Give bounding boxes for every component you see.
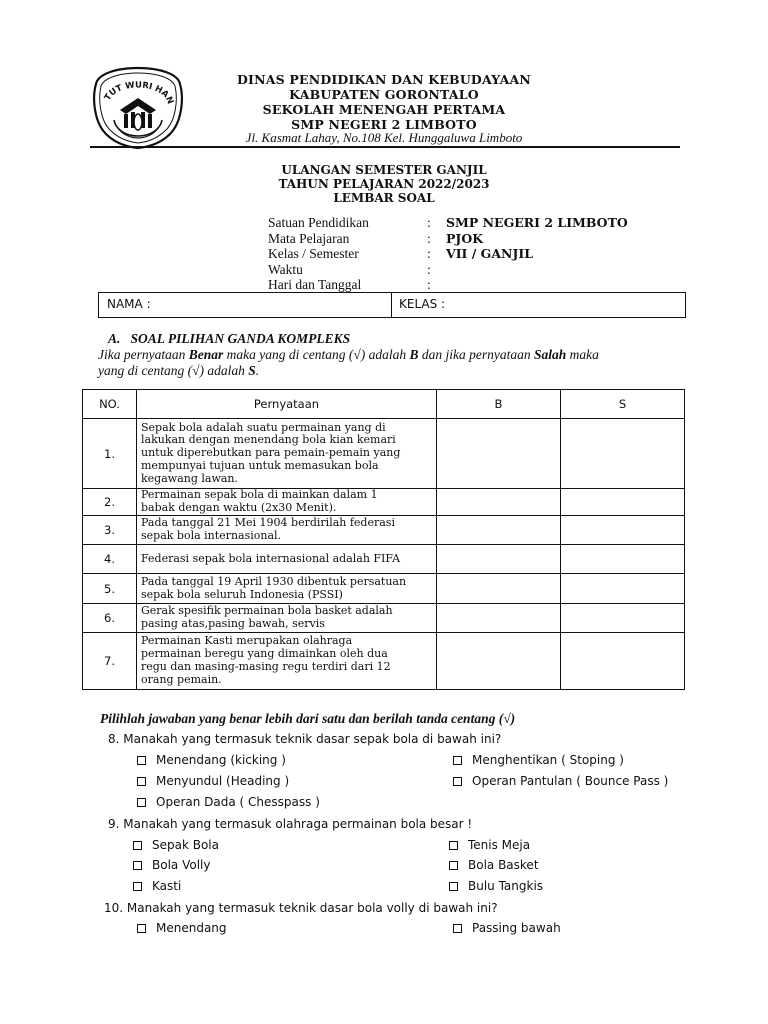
checkbox[interactable]: [453, 777, 462, 786]
school-name: SMP NEGERI 2 LIMBOTO: [291, 117, 477, 132]
instr-text: .: [255, 363, 260, 378]
table-row: [83, 545, 685, 574]
true-false-table: [82, 389, 685, 690]
instr-benar: Benar: [188, 347, 224, 362]
instr-s: S: [248, 363, 256, 378]
statement-cell: [137, 574, 437, 604]
option[interactable]: [453, 753, 624, 767]
option[interactable]: [453, 774, 668, 788]
header-divider: [90, 146, 680, 148]
instr-text: yang di centang (√) adalah: [98, 363, 249, 378]
checkbox[interactable]: [449, 882, 458, 891]
statement-cell: [137, 419, 437, 489]
checkbox[interactable]: [133, 861, 142, 870]
table-row: [83, 516, 685, 545]
answer-s-cell[interactable]: [561, 545, 685, 574]
school-address: Jl. Kasmat Lahay, No.108 Kel. Hunggaluwa Limboto: [245, 130, 523, 145]
option-label: Bola Basket: [468, 858, 539, 872]
option[interactable]: [449, 858, 539, 872]
option-label: Tenis Meja: [468, 838, 531, 852]
statement-line: permainan beregu yang dimainkan oleh dua: [141, 647, 388, 661]
meta-sep: :: [427, 230, 431, 246]
meta-label: Satuan Pendidikan: [268, 215, 369, 230]
statement-line: pasing atas,pasing bawah, servis: [141, 617, 325, 630]
logo-motto: TUT WURI HAN: [102, 80, 175, 106]
checkbox[interactable]: [453, 756, 462, 765]
option[interactable]: [137, 753, 286, 767]
meta-value: PJOK: [446, 230, 484, 246]
statement-cell: [137, 516, 437, 545]
sheet-type: LEMBAR SOAL: [333, 191, 435, 205]
statement-line: mempunyai tujuan untuk memasukan bola: [141, 458, 379, 472]
checkbox[interactable]: [133, 882, 142, 891]
option[interactable]: [449, 838, 530, 852]
option[interactable]: [137, 795, 320, 809]
checkbox[interactable]: [137, 777, 146, 786]
answer-s-cell[interactable]: [561, 419, 685, 489]
option-label: Passing bawah: [472, 921, 561, 935]
answer-b-cell[interactable]: [437, 604, 561, 633]
table-row: [83, 419, 685, 489]
statement-line: regu dan masing-masing regu terdiri dari 12: [141, 660, 391, 673]
table-header-row: [83, 390, 685, 419]
answer-b-cell[interactable]: [437, 419, 561, 489]
statement-line: kegawang lawan.: [141, 471, 239, 485]
exam-title: ULANGAN SEMESTER GANJIL: [281, 163, 487, 177]
name-field[interactable]: [99, 293, 392, 317]
statement-line: lakukan dengan menendang bola kian kemari: [141, 433, 396, 447]
col-header-no: NO.: [83, 390, 137, 419]
statement-line: sepak bola seluruh Indonesia (PSSI): [141, 587, 343, 601]
option-label: Kasti: [152, 879, 182, 893]
meta-sep: :: [427, 246, 431, 261]
statement-line: Permainan Kasti merupakan olahraga: [141, 634, 353, 648]
checkbox[interactable]: [137, 756, 146, 765]
row-number: 3.: [83, 516, 137, 545]
checkbox[interactable]: [137, 924, 146, 933]
row-number: 5.: [83, 574, 137, 604]
row-number: 2.: [83, 489, 137, 516]
row-number: 6.: [83, 604, 137, 633]
instr-salah: Salah: [534, 347, 567, 362]
statement-line: babak dengan waktu (2x30 Menit).: [141, 501, 337, 514]
statement-cell: [137, 633, 437, 690]
meta-sep: :: [427, 277, 431, 292]
name-label: NAMA :: [107, 297, 151, 311]
table-row: [83, 604, 685, 633]
answer-s-cell[interactable]: [561, 489, 685, 516]
student-identity-box: [98, 292, 686, 318]
option[interactable]: [449, 879, 543, 893]
section-a-instruction: [98, 347, 599, 362]
option-label: Menendang (kicking ): [156, 753, 286, 767]
option-label: Menghentikan ( Stoping ): [472, 753, 624, 767]
meta-label: Mata Pelajaran: [268, 230, 350, 246]
checkbox[interactable]: [137, 798, 146, 807]
option[interactable]: [137, 774, 289, 788]
statement-cell: [137, 489, 437, 516]
answer-s-cell[interactable]: [561, 633, 685, 690]
instr-text: maka: [566, 347, 599, 362]
answer-b-cell[interactable]: [437, 489, 561, 516]
answer-b-cell[interactable]: [437, 574, 561, 604]
statement-cell: [137, 604, 437, 633]
instr-text: Jika pernyataan: [98, 347, 189, 362]
answer-b-cell[interactable]: [437, 545, 561, 574]
question-8: 8. Manakah yang termasuk teknik dasar sepak bola di bawah ini?: [108, 732, 502, 746]
statement-line: Gerak spesifik permainan bola basket adalah: [141, 604, 393, 618]
answer-s-cell[interactable]: [561, 604, 685, 633]
class-field[interactable]: [391, 293, 685, 317]
option-label: Operan Pantulan ( Bounce Pass ): [472, 774, 669, 788]
answer-s-cell[interactable]: [561, 516, 685, 545]
meta-sep: :: [427, 215, 431, 230]
row-number: 4.: [83, 545, 137, 574]
regency-name: KABUPATEN GORONTALO: [289, 87, 479, 102]
meta-value: SMP NEGERI 2 LIMBOTO: [446, 215, 628, 230]
answer-b-cell[interactable]: [437, 633, 561, 690]
class-label: KELAS :: [399, 297, 446, 311]
instr-b: B: [409, 347, 419, 362]
statement-cell: [137, 545, 437, 574]
meta-row: [268, 262, 688, 278]
option[interactable]: [133, 879, 181, 893]
meta-label: Hari dan Tanggal: [268, 277, 362, 292]
option-label: Bola Volly: [152, 858, 211, 872]
statement-line: Pada tanggal 21 Mei 1904 berdirilah federasi: [141, 516, 395, 530]
statement-line: Permainan sepak bola di mainkan dalam 1: [141, 488, 378, 502]
instr-text: dan jika pernyataan: [418, 347, 534, 362]
meta-sep: :: [427, 261, 431, 277]
section-b-instruction: Pilihlah jawaban yang benar lebih dari satu dan berilah tanda centang (√): [100, 711, 516, 726]
meta-label: Waktu: [268, 261, 303, 277]
row-number: 1.: [83, 419, 137, 489]
option-label: Bulu Tangkis: [468, 879, 544, 893]
checkbox[interactable]: [453, 924, 462, 933]
option[interactable]: [133, 858, 210, 872]
question-9: 9. Manakah yang termasuk olahraga permainan bola besar !: [108, 817, 473, 831]
col-header-b: B: [437, 390, 561, 419]
option-label: Menyundul (Heading ): [156, 774, 290, 788]
section-a-heading: A. SOAL PILIHAN GANDA KOMPLEKS: [108, 331, 351, 346]
option-label: Menendang: [156, 921, 227, 935]
exam-meta: [268, 215, 688, 293]
option[interactable]: [453, 921, 561, 935]
checkbox[interactable]: [449, 861, 458, 870]
agency-name: DINAS PENDIDIKAN DAN KEBUDAYAAN: [237, 72, 531, 87]
checkbox[interactable]: [133, 841, 142, 850]
col-header-statement: Pernyataan: [137, 390, 437, 419]
checkbox[interactable]: [449, 841, 458, 850]
statement-line: sepak bola internasional.: [141, 529, 282, 542]
col-header-s: S: [561, 390, 685, 419]
answer-s-cell[interactable]: [561, 574, 685, 604]
meta-row: [268, 246, 688, 262]
meta-value: VII / GANJIL: [446, 246, 534, 261]
question-10: 10. Manakah yang termasuk teknik dasar bola volly di bawah ini?: [104, 901, 498, 915]
instr-text: maka yang di centang (√) adalah: [223, 347, 410, 362]
meta-row: [268, 215, 688, 231]
section-a-instruction-2: [98, 363, 259, 378]
meta-row: [268, 277, 688, 293]
option-label: Operan Dada ( Chesspass ): [156, 795, 320, 809]
statement-line: orang pemain.: [141, 672, 222, 686]
meta-row: [268, 231, 688, 247]
statement-line: Federasi sepak bola internasional adalah FIFA: [141, 551, 401, 565]
option[interactable]: [133, 838, 219, 852]
table-row: [83, 633, 685, 690]
statement-line: untuk diperebutkan para pemain-pemain yang: [141, 446, 401, 460]
row-number: 7.: [83, 633, 137, 690]
option-label: Sepak Bola: [152, 838, 219, 852]
table-row: [83, 489, 685, 516]
statement-line: Pada tanggal 19 April 1930 dibentuk persatuan: [141, 574, 407, 588]
school-level: SEKOLAH MENENGAH PERTAMA: [262, 102, 506, 117]
option[interactable]: [137, 921, 227, 935]
statement-line: Sepak bola adalah suatu permainan yang di: [141, 420, 386, 434]
academic-year: TAHUN PELAJARAN 2022/2023: [278, 177, 490, 191]
table-row: [83, 574, 685, 604]
meta-label: Kelas / Semester: [268, 246, 359, 261]
answer-b-cell[interactable]: [437, 516, 561, 545]
